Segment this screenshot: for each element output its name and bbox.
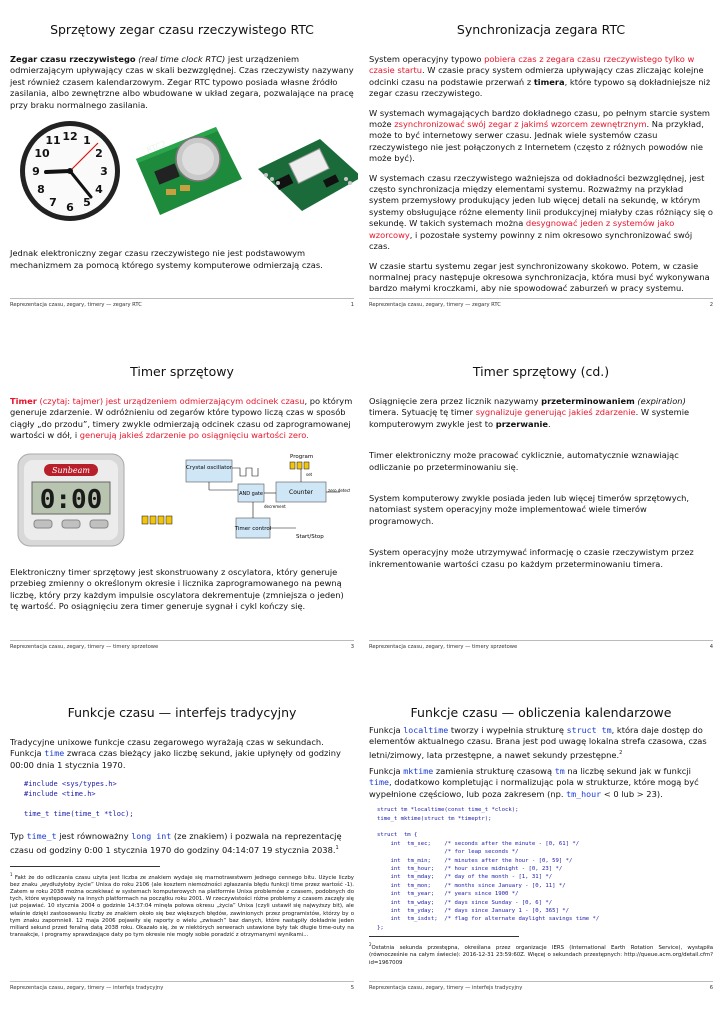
clock-number: 12 xyxy=(62,130,78,144)
slide-calendar-functions xyxy=(365,705,717,1021)
page-number: 2 xyxy=(709,302,713,308)
slide-footer xyxy=(369,640,713,650)
page-number: 3 xyxy=(350,644,354,650)
paragraph: System komputerowy zwykle posiada jeden lub więcej timerów sprzętowych, natomiast system operacyjny może implementować wiele timerów programowych. xyxy=(369,493,690,526)
rtc-label: RTC2 xyxy=(145,139,168,155)
paragraph: Osiągnięcie zera przez licznik nazywamy przeterminowaniem (expiration) timera. Sytuację tę timer sygnalizuje generując jakieś zdarzenie. W systemie komputerowym zwykle jest to przerwanie. xyxy=(369,396,690,429)
slide-footer xyxy=(369,298,713,308)
clock-number: 7 xyxy=(49,196,57,210)
footer-section: Reprezentacja czasu, zegary, timery — zegary RTC xyxy=(10,302,142,308)
paragraph: W systemach czasu rzeczywistego ważniejsza od dokładności bezwzględnej, jest często synchronizacja między elementami systemu. Rozważmy na przykład system przemysłowy produkujący jeden lub więcej detali na sekundę, w którym systemy obsługujące różne elementy linii produkcyjnej miałyby czas różniący się o sekundę. W takich systemach można desygnować jeden z systemów jako wzorcowy, i pozostałe systemy powinny z nim okresowo synchronizować swój czas. xyxy=(369,172,713,252)
clock-number: 3 xyxy=(100,165,108,179)
zero-detect-label: zero detect xyxy=(328,487,350,493)
image-row xyxy=(16,450,354,553)
clock-number: 4 xyxy=(95,183,103,197)
footer-section: Reprezentacja czasu, zegary, timery — interfejs tradycyjny xyxy=(10,985,164,991)
paragraph: Funkcja mktime zamienia strukturę czasową tm na liczbę sekund jak w funkcji time, dodatkowo kompletując i normalizując pola w strukturze, które mogą być wypełnione częściowo, lub poza zakresem (np. tm_hour < 0 lub > 23). xyxy=(369,765,699,799)
decrement-label: decrement xyxy=(264,503,286,509)
paragraph: Elektroniczny timer sprzętowy jest skonstruowany z oscylatora, który generuje przebieg zmienny o określonym okresie i licznika zaprogramowanego na pewną liczbę, który przy każdym impulsie oscylatora dekrementuje (zmniejsza o jeden) tę wartość. Po osiągnięciu zera timer generuje sygnał i cykl kończy się. xyxy=(10,567,344,612)
slide-title: Funkcje czasu — interfejs tradycyjny xyxy=(67,705,297,720)
footer-section: Reprezentacja czasu, zegary, timery — interfejs tradycyjny xyxy=(369,985,523,991)
slide-title: Timer sprzętowy (cd.) xyxy=(472,364,610,379)
paragraph: System operacyjny może utrzymywać informację o czasie rzeczywistym przez inkrementowanie wartości czasu po każdym przeterminowaniu timera. xyxy=(369,547,694,569)
slide-hw-timer-cont xyxy=(365,364,717,680)
kitchen-timer-image xyxy=(16,450,126,553)
text: jest urządzeniem odmierzającym upływający czas w skali bezwzględnej. Czas rzeczywisty nazywany jest również czasem kalendarzowym. Zegar RTC typowo posiada własne źródło zasilania, albo zewnętrzne albo wbudowane w układ zegara, pozwalające na pracę przy braku normalnego zasilania. xyxy=(10,54,354,110)
slide-title: Timer sprzętowy xyxy=(130,364,234,379)
slide-rtc xyxy=(6,22,358,338)
bold-term: Zegar czasu rzeczywistego xyxy=(10,54,136,64)
italic-term: (real time clock RTC) xyxy=(138,54,226,64)
paragraph: Timer (czytaj: tajmer) jest urządzeniem odmierzającym odcinek czasu, po którym generuje zdarzenie. W odróżnieniu od zegarów które typowo liczą czas w sposób ciągły „do przodu”, timery zwykle odmierzają odcinek czasu od zaprogramowanej wartości w dół, i generują jakieś zdarzenie po osiągnięciu wartości zero. xyxy=(10,396,353,441)
clock-number: 1 xyxy=(83,134,91,148)
slide-body xyxy=(6,54,358,271)
clock-number: 11 xyxy=(45,134,61,148)
slide-title: Synchronizacja zegara RTC xyxy=(456,22,626,37)
code-block: #include <sys/types.h> #include <time.h> time_t time(time_t *tloc); xyxy=(24,780,134,819)
slide-body xyxy=(365,396,717,570)
paragraph: W systemach wymagających bardzo dokładnego czasu, po pełnym starcie system może zsynchronizować swój zegar z jakimś wzorcem zewnętrznym. Na przykład, może to być internetowy serwer czasu. Jednak wiele systemów czasu rzeczywistego nie jest połączonych z Internetem (często z różnych powodów nie może być). xyxy=(369,107,711,164)
slide-title: Sprzętowy zegar czasu rzeczywistego RTC xyxy=(50,22,314,37)
clock-number: 6 xyxy=(66,201,74,215)
paragraph: System operacyjny typowo pobiera czas z zegara czasu rzeczywistego tylko w czasie startu. W czasie pracy system odmierza upływający czas zliczając kolejne odcinki czasu na podstawie przerwań z timera, które typowo są dokładniejsze niż zegar czasu rzeczywistego. xyxy=(369,54,711,99)
slide-title: Funkcje czasu — obliczenia kalendarzowe xyxy=(410,705,672,720)
footnote: $^2$Ostatnia sekunda przestępna, określana przez organizacje IERS (International Earth Rotation Service), wystąpiła (równocześnie na całym świecie): 2016-12-31 23:59:60Z. Więcej o sekundach przestępnych: http://queue.acm.org/detail.cfm?id=1967009 xyxy=(369,942,713,966)
image-row xyxy=(18,119,354,226)
timer-display: 0:00 xyxy=(39,484,103,515)
code-block: struct tm *localtime(const time_t *clock); time_t mktime(struct tm *timeptr); struct tm { int tm_sec; /* seconds after the minute - [0, 61] */ /* for leap seconds */ int tm_min; /* minutes after the hour - [0, 59] */ int tm_hour; /* hour since midnight - [0, 23] */ int tm_mday; /* day of the month - [1, 31] */ int tm_mon; /* months since January - [0, 11] */ int tm_year; /* years since 1900 */ int tm_wday; /* days since Sunday - [0, 6] */ int tm_yday; /* days since January 1 - [0, 365] */ int tm_isdst; /* flag for alternate daylight savings time */ }; xyxy=(377,807,600,931)
footer-section: Reprezentacja czasu, zegary, timery — timery sprzetowe xyxy=(369,644,518,650)
page-number: 1 xyxy=(350,302,354,308)
counter-label: Counter xyxy=(289,488,313,496)
footer-section: Reprezentacja czasu, zegary, timery — zegary RTC xyxy=(369,302,501,308)
slide-footer xyxy=(369,981,713,991)
slide-body xyxy=(365,725,717,967)
paragraph: W czasie startu systemu zegar jest synchronizowany skokowo. Potem, w czasie normalnej pracy następuje okresowa synchronizacja, która musi być wykonywana bardzo małymi kroczkami, aby nie spowodować zaburzeń w pracy systemu. xyxy=(369,260,710,294)
page-number: 4 xyxy=(709,644,713,650)
clock-number: 2 xyxy=(95,147,103,161)
slide-body xyxy=(6,396,358,613)
slide-hw-timer xyxy=(6,364,358,680)
footnote-rule xyxy=(369,936,519,937)
rtc-module-image xyxy=(250,119,358,226)
slide-body xyxy=(365,54,717,295)
paragraph: Funkcja localtime tworzy i wypełnia strukturę struct tm, która daje dostęp do elementów aktualnego czasu. Brana jest pod uwagę lokalna strefa czasowa, czas letni/zimowy, lata przestępne, a nawet sekundy przestępne.$^2$ xyxy=(369,725,707,760)
clock-number: 8 xyxy=(37,183,45,197)
footer-section: Reprezentacja czasu, zegary, timery — timery sprzetowe xyxy=(10,644,159,650)
slide-body xyxy=(6,737,358,939)
paragraph: Timer elektroniczny może pracować cyklicznie, automatycznie wznawiając odliczanie po przeterminowaniu się. xyxy=(369,450,679,472)
paragraph: Jednak elektroniczny zegar czasu rzeczywistego nie jest podstawowym mechanizmem za pomocą którego systemy komputerowe odmierzają czas. xyxy=(10,248,323,270)
slide-footer xyxy=(10,640,354,650)
timer-block-diagram xyxy=(140,450,350,553)
paragraph xyxy=(10,54,354,111)
clock-number: 10 xyxy=(34,147,50,161)
start-stop-label: Start/Stop xyxy=(296,533,324,540)
footnote-rule xyxy=(10,866,160,867)
paragraph: Typ time_t jest równoważny long int (ze znakiem) i pozwala na reprezentację czasu od godziny 0:00 1 stycznia 1970 do godziny 04:14:07 19 stycznia 2038.$^1$ xyxy=(10,831,342,855)
timer-control-label: Timer control xyxy=(234,525,272,532)
paragraph: Tradycyjne unixowe funkcje czasu zegarowego wyrażają czas w sekundach. Funkcja time zwraca czas bieżący jako liczbę sekund, jakie upłynęły od godziny 00:00 dnia 1 stycznia 1970. xyxy=(10,737,341,770)
rtc-board-image xyxy=(126,119,246,226)
slide-footer xyxy=(10,298,354,308)
page-number: 6 xyxy=(709,985,713,991)
crystal-label: Crystal oscillator xyxy=(185,464,233,471)
slide-time-functions xyxy=(6,705,358,1021)
clock-number: 5 xyxy=(83,196,91,210)
clock-number: 9 xyxy=(32,165,40,179)
page-number: 5 xyxy=(350,985,354,991)
slide-rtc-sync xyxy=(365,22,717,338)
slide-footer xyxy=(10,981,354,991)
program-label: Program xyxy=(290,453,314,460)
set-label: set xyxy=(306,471,313,477)
and-gate-label: AND gate xyxy=(239,490,263,497)
wall-clock-image xyxy=(18,119,122,226)
footnote: $^1$ Fakt że do odliczania czasu użyta jest liczba ze znakiem wydaje się marnotrawstwem jednego cennego bitu. Użycie liczby bez znaku „wydłużyłoby życie” Unixa do roku 2106 (ale kosztem niemożności zgłaszania błędu funkcji time przez wartość -1). Zatem w roku 2038 można oczekiwać w systemach komputerowych na platformie Unixa problemów z czasem, podobnych do tych, które występowały na innych platformach na początku roku 2001. W rzeczywistości różne problemy z czasem zaczęły się już pojawiać. 10 stycznia 2004 o godzinie 14:37:04 minęła połowa okresu „życia” Unixa (czyli ustawił się najwyższy bit), ale właśnie dzięki zastosowaniu liczby ze znakiem około się bez większych błędów, zawinionych przez programistów, którzy by o tym znaku zapomnieli. 12 maja 2006 pojawiły się raporty o wielu „zwisach” baz danych, które nastąpiły dokładnie jeden miliard sekund przed feralną datą 2038 roku. Okazało się, że w niektórych serwerach ustawione były tak długie time-outy na transakcje, i programy sprawdzające daty po tym okresie nie mogły sobie poradzić z otrzymanymi wynikami... xyxy=(10,871,354,939)
brand-label: Sunbeam xyxy=(52,465,90,475)
